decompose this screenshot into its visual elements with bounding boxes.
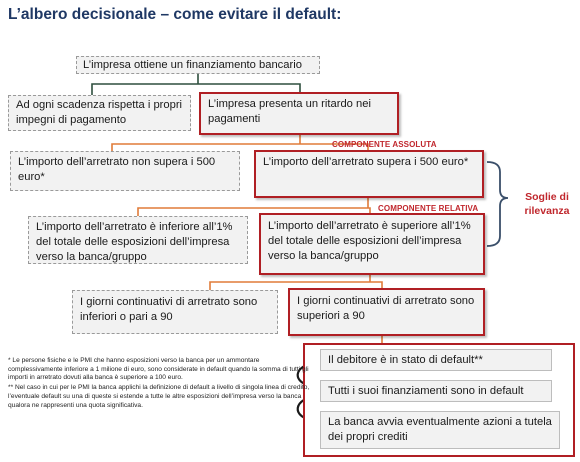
over-500-node: L’importo dell’arretrato supera i 500 euro* (254, 150, 484, 198)
footnotes (8, 357, 313, 411)
pays-node: Ad ogni scadenza rispetta i propri impegni di pagamento (8, 95, 191, 131)
thresholds-brace (487, 162, 508, 246)
not-over-500-node: L’importo dell’arretrato non supera i 500 euro* (10, 151, 240, 191)
thresholds-label: Soglie di rilevanza (524, 191, 570, 218)
days-le-90-node: I giorni continuativi di arretrato sono inferiori o pari a 90 (72, 290, 278, 334)
relative-component-label: COMPONENTE RELATIVA (378, 204, 479, 213)
delay-node: L’impresa presenta un ritardo nei pagamenti (199, 92, 399, 135)
page-title: L’albero decisionale – come evitare il default: (8, 6, 342, 23)
bank-action-node: La banca avvia eventualmente azioni a tutela dei propri crediti (320, 411, 560, 449)
all-loans-default-node: Tutti i suoi finanziamenti sono in default (320, 380, 552, 402)
under-1pct-node: L’importo dell’arretrato è inferiore all’1% del totale delle esposizioni dell’impresa verso la banca/gruppo (28, 216, 248, 264)
days-gt-90-node: I giorni continuativi di arretrato sono superiori a 90 (288, 288, 485, 336)
absolute-component-label: COMPONENTE ASSOLUTA (332, 140, 437, 149)
footnote-1: * Le persone fisiche e le PMI che hanno esposizioni verso la banca per un ammontare complessivamente inferiore a 1 milione di euro, sono considerate in default quando la somma di tutti gli importi in arretrato dovuti alla banca è superiore a 100 euro. (8, 357, 309, 382)
default-node: Il debitore è in stato di default** (320, 349, 552, 371)
root-node: L’impresa ottiene un finanziamento bancario (76, 56, 320, 74)
over-1pct-node: L’importo dell’arretrato è superiore all’1% del totale delle esposizioni dell’impresa verso la banca/gruppo (259, 213, 485, 275)
footnote-2: ** Nel caso in cui per le PMI la banca applichi la definizione di default a livello di singola linea di credito, l’eventuale default su una di queste si estende a tutte le altre esposizioni dell’impresa verso la banca qualora ne rappresenti una quota significativa. (8, 384, 310, 409)
